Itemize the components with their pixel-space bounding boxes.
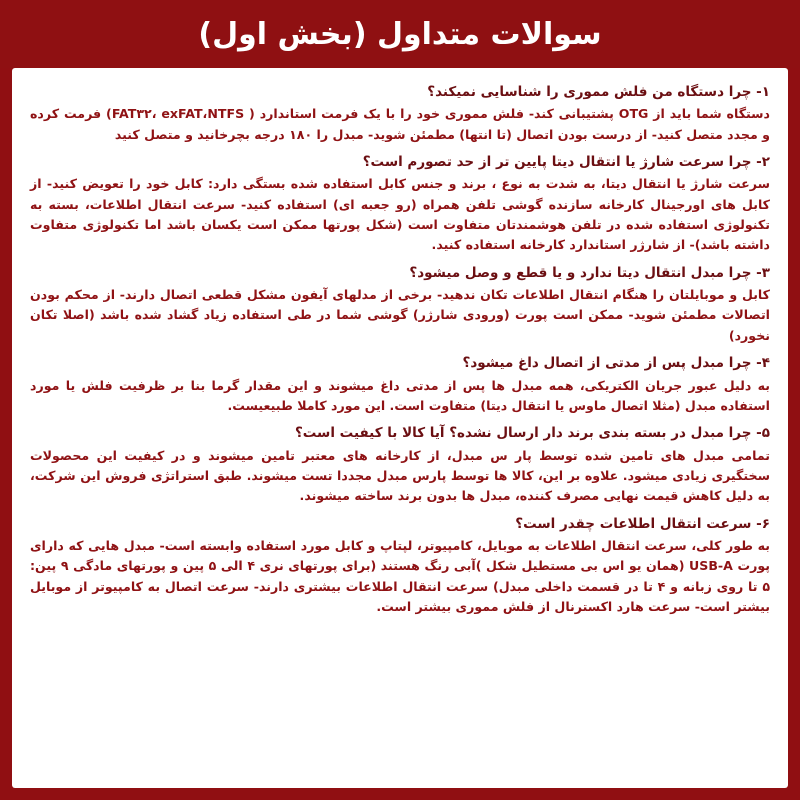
faq-item — [30, 514, 770, 618]
faq-answer: سرعت شارژ یا انتقال دیتا، به شدت به نوع ، برند و جنس کابل استفاده شده بستگی دارد: کابل خود را تعویض کنید- از کابل های اورجینال کارخانه سازنده گوشی تلفن همراه (رو جعبه ای) استفاده کنید- سرعت انتقال اطلاعات، بسته به تکنولوژی استفاده شده در تلفن هوشمندتان متفاوت است (شکل پورتها ممکن است یکسان باشد اما تکنولوژی متفاوت داشته باشد)- از شارژر استاندارد کارخانه استفاده کنید. — [30, 176, 770, 253]
faq-answer: کابل و موبایلتان را هنگام انتقال اطلاعات تکان ندهید- برخی از مدلهای آیفون مشکل قطعی اتصال دارند- از محکم بودن اتصالات مطمئن شوید- ممکن است پورت (ورودی شارژر) گوشی شما در طی استفاده زیاد گشاد شده باشد (اصلا تکان نخورد) — [30, 287, 770, 343]
faq-item — [30, 82, 770, 145]
page-header — [0, 0, 800, 68]
faq-card — [12, 68, 788, 788]
faq-question: ۳- چرا مبدل انتقال دیتا ندارد و یا قطع و وصل میشود؟ — [409, 264, 770, 281]
faq-answer: تمامی مبدل های تامین شده توسط پار س مبدل، از کارخانه های معتبر تامین میشوند و در کیفیت این محصولات سختگیری زیادی میشود. علاوه بر این، کالا ها توسط پارس مبدل مجددا تست میشوند. طبق استراتژی فروش این شرکت، به دلیل کاهش قیمت نهایی مصرف کننده، مبدل ها بدون برند ساخته میشوند. — [30, 447, 770, 504]
page-title: سوالات متداول (بخش اول) — [198, 16, 602, 52]
faq-question: ۴- چرا مبدل پس از مدتی از اتصال داغ میشود؟ — [462, 355, 770, 372]
faq-item — [30, 152, 770, 256]
faq-item — [30, 353, 770, 416]
faq-answer: به دلیل عبور جریان الکتریکی، همه مبدل ها پس از مدتی داغ میشوند و این مقدار گرما بنا بر ظرفیت فلش یا مورد استفاده مبدل (مثلا اتصال ماوس یا انتقال دیتا) متفاوت است. این مورد کاملا طبیعیست. — [30, 377, 770, 413]
faq-question: ۲- چرا سرعت شارژ یا انتقال دیتا پایین تر از حد تصورم است؟ — [362, 154, 770, 171]
faq-answer: به طور کلی، سرعت انتقال اطلاعات به موبایل، کامپیوتر، لپتاپ و کابل مورد استفاده وابسته است- مبدل هایی که دارای پورت USB-A (همان یو اس بی مستطیل شکل )آبی رنگ هستند (برای پورتهای نری ۴ الی ۵ پین و پورتهای مادگی ۹ پین: ۵ تا روی زبانه و ۴ تا در قسمت داخلی مبدل) سرعت انتقال اطلاعات بیشتری دارند- سرعت اتصال به کامپیوتر از موبایل بیشتر است- سرعت هارد اکسترنال از فلش مموری بیشتر است. — [30, 537, 771, 615]
faq-item — [30, 423, 770, 506]
faq-item — [30, 263, 770, 346]
faq-question: ۱- چرا دستگاه من فلش مموری را شناسایی نمیکند؟ — [427, 84, 770, 100]
faq-question: ۵- چرا مبدل در بسته بندی برند دار ارسال نشده؟ آیا کالا با کیفیت است؟ — [294, 425, 770, 442]
faq-question: ۶- سرعت انتقال اطلاعات چقدر است؟ — [515, 515, 770, 532]
faq-answer: دستگاه شما باید از OTG پشتیبانی کند- فلش مموری خود را با یک فرمت استاندارد ( FAT۳۲، exFAT،NTFS) فرمت کرده و مجدد متصل کنید- از درست بودن اتصال (تا انتها) مطمئن شوید- مبدل را ۱۸۰ درجه بچرخانید و متصل کنید — [30, 106, 771, 142]
